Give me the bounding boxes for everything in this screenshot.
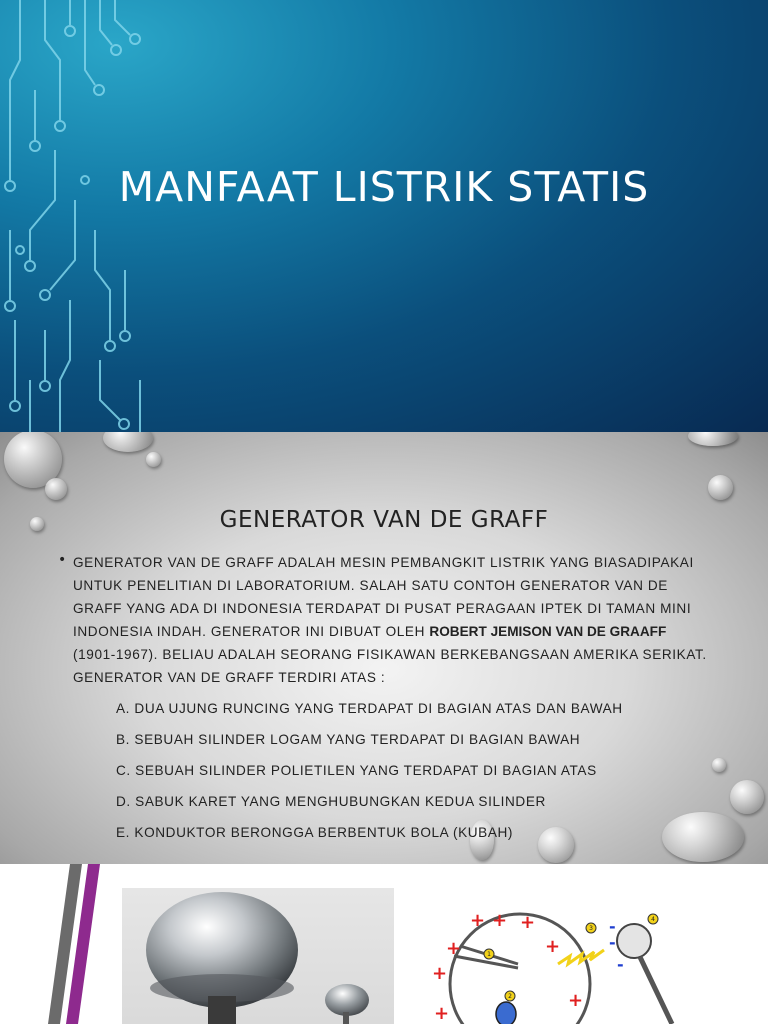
- water-drop: [712, 758, 726, 772]
- charge-plus: +: [470, 910, 486, 931]
- component-list-item: B. SEBUAH SILINDER LOGAM YANG TERDAPAT DI BAGIAN BAWAH: [116, 732, 581, 747]
- paragraph-text-continued: (1901-1967). BELIAU ADALAH SEORANG FISIKAWAN BERKEBANGSAAN AMERIKA SERIKAT. GENERATOR VAN DE GRAFF TERDIRI ATAS :: [73, 647, 707, 685]
- charge-plus: +: [568, 990, 584, 1011]
- charge-plus: +: [434, 1003, 450, 1024]
- component-list-item: D. SABUK KARET YANG MENGHUBUNGKAN KEDUA SILINDER: [116, 794, 546, 809]
- slide-generator: [0, 432, 768, 864]
- marker-number: 1: [487, 951, 491, 958]
- charge-minus: -: [617, 955, 624, 974]
- component-list-item: E. KONDUKTOR BERONGGA BERBENTUK BOLA (KUBAH): [116, 825, 514, 840]
- charge-plus: +: [446, 938, 462, 959]
- generator-diagram: [420, 864, 720, 1024]
- bullet-marker: •: [58, 552, 67, 568]
- water-drop: [708, 475, 733, 500]
- component-list-item: A. DUA UJUNG RUNCING YANG TERDAPAT DI BAGIAN ATAS DAN BAWAH: [116, 701, 623, 716]
- water-drop: [45, 478, 67, 500]
- slide-title: [0, 0, 768, 432]
- charge-plus: +: [492, 910, 508, 931]
- slide-title-text: MANFAAT LISTRIK STATIS: [118, 163, 650, 211]
- water-drop: [730, 780, 764, 814]
- slide-illustration: [0, 864, 768, 1024]
- water-drop: [538, 827, 574, 863]
- generator-photo: [122, 888, 394, 1024]
- water-drop: [103, 432, 153, 452]
- paragraph-bold-name: ROBERT JEMISON VAN DE GRAAFF: [429, 624, 667, 639]
- component-list-item: C. SEBUAH SILINDER POLIETILEN YANG TERDAPAT DI BAGIAN ATAS: [116, 763, 597, 778]
- charge-plus: +: [545, 936, 561, 957]
- water-drop: [688, 432, 738, 446]
- charge-plus: +: [432, 963, 448, 984]
- marker-number: 4: [651, 916, 655, 923]
- circuit-decoration: [0, 0, 200, 432]
- charge-plus: +: [520, 912, 536, 933]
- charge-minus: -: [609, 917, 616, 936]
- water-drop: [146, 452, 161, 467]
- marker-number: 2: [508, 993, 512, 1000]
- slide-heading: GENERATOR VAN DE GRAFF: [219, 507, 549, 533]
- paragraph-text: GENERATOR VAN DE GRAFF ADALAH MESIN PEMBANGKIT LISTRIK YANG BIASADIPAKAI UNTUK PENELITIAN DI LABORATORIUM. SALAH SATU CONTOH GENERATOR VAN DE GRAFF YANG ADA DI INDONESIA TERDAPAT DI PUSAT PERAGAAN IPTEK DI TAMAN MINI INDONESIA INDAH. GENERATOR INI DIBUAT OLEH: [73, 555, 694, 639]
- water-drop: [662, 812, 744, 862]
- marker-number: 3: [589, 925, 593, 932]
- charge-minus: -: [609, 933, 616, 952]
- stripe-decoration: [0, 864, 120, 1024]
- body-paragraph: [73, 551, 713, 689]
